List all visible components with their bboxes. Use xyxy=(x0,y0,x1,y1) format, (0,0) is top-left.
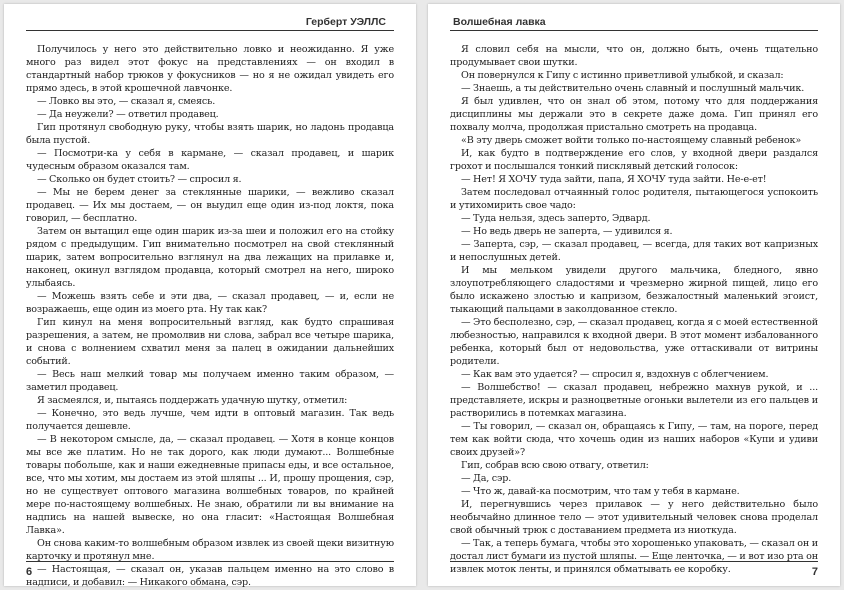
paragraph: — Весь наш мелкий товар мы получаем именно таким образом, — заметил продавец. xyxy=(26,369,394,393)
paragraph: Я засмеялся, и, пытаясь поддержать удачную шутку, отметил: xyxy=(37,395,348,406)
paragraph: — Ловко вы это, — сказал я, смеясь. xyxy=(37,96,216,107)
paragraph: — Это бесполезно, сэр, — сказал продавец, когда я с моей естественной любезностью, направился к входной двери. В этот момент избалованного ребенка, который был от недовольства, уже оттаскивали от витрины родители. xyxy=(450,317,818,367)
paragraph: — Да, сэр. xyxy=(461,473,512,484)
paragraph: — Да неужели? — ответил продавец. xyxy=(37,109,219,120)
paragraph: И, как будто в подтверждение его слов, у входной двери раздался грохот и послышался тонкий писклявый детский голосок: xyxy=(450,148,818,172)
paragraph: Получилось у него это действительно ловко и неожиданно. Я уже много раз видел этот фокус на представлениях — он входил в стандартный набор трюков у фокусников — но я не ожидал увидеть его прямо здесь, в этой крошечной лавчонке. xyxy=(26,44,394,94)
paragraph: — Сколько он будет стоить? — спросил я. xyxy=(37,174,242,185)
paragraph: — Но ведь дверь не заперта, — удивился я. xyxy=(461,226,673,237)
paragraph: Я был удивлен, что он знал об этом, потому что для поддержания дисциплины мы держали это в секрете даже дома. Гип принял его похвалу молча, продолжая пристально смотреть на продавца. xyxy=(450,96,818,133)
paragraph: И мы мельком увидели другого мальчика, бледного, явно злоупотребляющего сладостями и чрезмерно жирной пищей, лицо его было искажено злостью и капризом, безжалостный маленький эгоист, тыкающий пальцами в заколдованное стекло. xyxy=(450,265,818,315)
paragraph: — Конечно, это ведь лучше, чем идти в оптовый магазин. Так ведь получается дешевле. xyxy=(26,408,394,432)
running-header-author: Герберт УЭЛЛС xyxy=(26,16,394,31)
paragraph: — Посмотри-ка у себя в кармане, — сказал продавец, и шарик чудесным образом оказался там. xyxy=(26,148,394,172)
paragraph: «В эту дверь сможет войти только по-настоящему славный ребенок» xyxy=(461,135,802,146)
paragraph: Гип протянул свободную руку, чтобы взять шарик, но ладонь продавца была пустой. xyxy=(26,122,394,146)
paragraph: — Нет! Я ХОЧУ туда зайти, папа, Я ХОЧУ туда зайти. Не-е-ет! xyxy=(461,174,767,185)
paragraph: — Туда нельзя, здесь заперто, Эдвард. xyxy=(461,213,651,224)
paragraph: — В некотором смысле, да, — сказал продавец. — Хотя в конце концов мы все же платим. Но не так дорого, как люди думают... Волшебные товары побольше, как и наши ежедневные припасы еды, и все остальное, все, что мы хотим, мы достаем из этой шляпы ... И, прошу прощения, сэр, но не существует оптового магазина волшебных товаров, по крайней мере по-настоящему волшебных. Не знаю, обратили ли вы внимание на надпись на нашей вывеске, но она гласит: «Настоящая Волшебная Лавка». xyxy=(26,434,394,536)
paragraph: — Что ж, давай-ка посмотрим, что там у тебя в кармане. xyxy=(461,486,740,497)
right-page xyxy=(428,4,840,586)
paragraph: — Как вам это удается? — спросил я, вздохнув с облегчением. xyxy=(461,369,769,380)
paragraph: И, перегнувшись через прилавок — у него действительно было необычайно длинное тело — этот удивительный человек снова проделал свой обычный трюк с доставанием предмета из ниоткуда. xyxy=(450,499,818,536)
paragraph: Он повернулся к Гипу с истинно приветливой улыбкой, и сказал: xyxy=(461,70,784,81)
paragraph: — Волшебство! — сказал продавец, небрежно махнув рукой, и ... представляете, искры и разноцветные огоньки вылетели из его пальцев и растворились в потемках магазина. xyxy=(450,382,818,419)
page-number: 6 xyxy=(26,566,33,578)
running-header-title: Волшебная лавка xyxy=(450,16,818,31)
paragraph: Затем последовал отчаянный голос родителя, пытающегося успокоить и утихомирить свое чадо: xyxy=(450,187,818,211)
paragraph: — Мы не берем денег за стеклянные шарики, — вежливо сказал продавец. — Их мы достаем, — он выудил еще один из-под локтя, пока говорил, — бесплатно. xyxy=(26,187,394,224)
paragraph: — Заперта, сэр, — сказал продавец, — всегда, для таких вот капризных и непослушных детей. xyxy=(450,239,818,263)
paragraph: Я словил себя на мысли, что он, должно быть, очень тщательно продумывает свои шутки. xyxy=(450,44,818,68)
paragraph: Он снова каким-то волшебным образом извлек из своей щеки визитную карточку и протянул мне. xyxy=(26,538,394,562)
footer-rule xyxy=(450,561,818,562)
left-page-body xyxy=(26,43,394,589)
footer-rule xyxy=(26,561,394,562)
paragraph: Затем он вытащил еще один шарик из-за шеи и положил его на стойку рядом с предыдущим. Гип внимательно посмотрел на свой стеклянный шарик, затем вопросительно взглянул на два лежащих на прилавке и, наконец, окинул взглядом продавца, который смотрел на него, широко улыбаясь. xyxy=(26,226,394,289)
paragraph: Гип, собрав всю свою отвагу, ответил: xyxy=(461,460,649,471)
paragraph: — Можешь взять себе и эти два, — сказал продавец, — и, если не возражаешь, еще один из моего рта. Ну так как? xyxy=(26,291,394,315)
left-page xyxy=(4,4,416,586)
paragraph: — Знаешь, а ты действительно очень славный и послушный мальчик. xyxy=(461,83,805,94)
paragraph: Гип кинул на меня вопросительный взгляд, как будто спрашивая разрешения, а затем, не промолвив ни слова, забрал все четыре шарика, и снова с волнением схватил меня за палец в ожидании дальнейших событий. xyxy=(26,317,394,367)
paragraph: — Ты говорил, — сказал он, обращаясь к Гипу, — там, на пороге, перед тем как войти сюда, что хочешь один из наших наборов «Купи и удиви своих друзей»? xyxy=(450,421,818,458)
paragraph: — Так, а теперь бумага, чтобы это хорошенько упаковать, — сказал он и достал лист бумаги из пустой шляпы. — Еще ленточка, — и вот изо рта он извлек моток ленты, и принялся обматывать ее коробку. xyxy=(450,538,818,575)
paragraph: — Настоящая, — сказал он, указав пальцем именно на это слово в надписи, и добавил: — Никакого обмана, сэр. xyxy=(26,564,394,588)
page-number: 7 xyxy=(811,566,818,578)
right-page-body xyxy=(450,43,818,576)
